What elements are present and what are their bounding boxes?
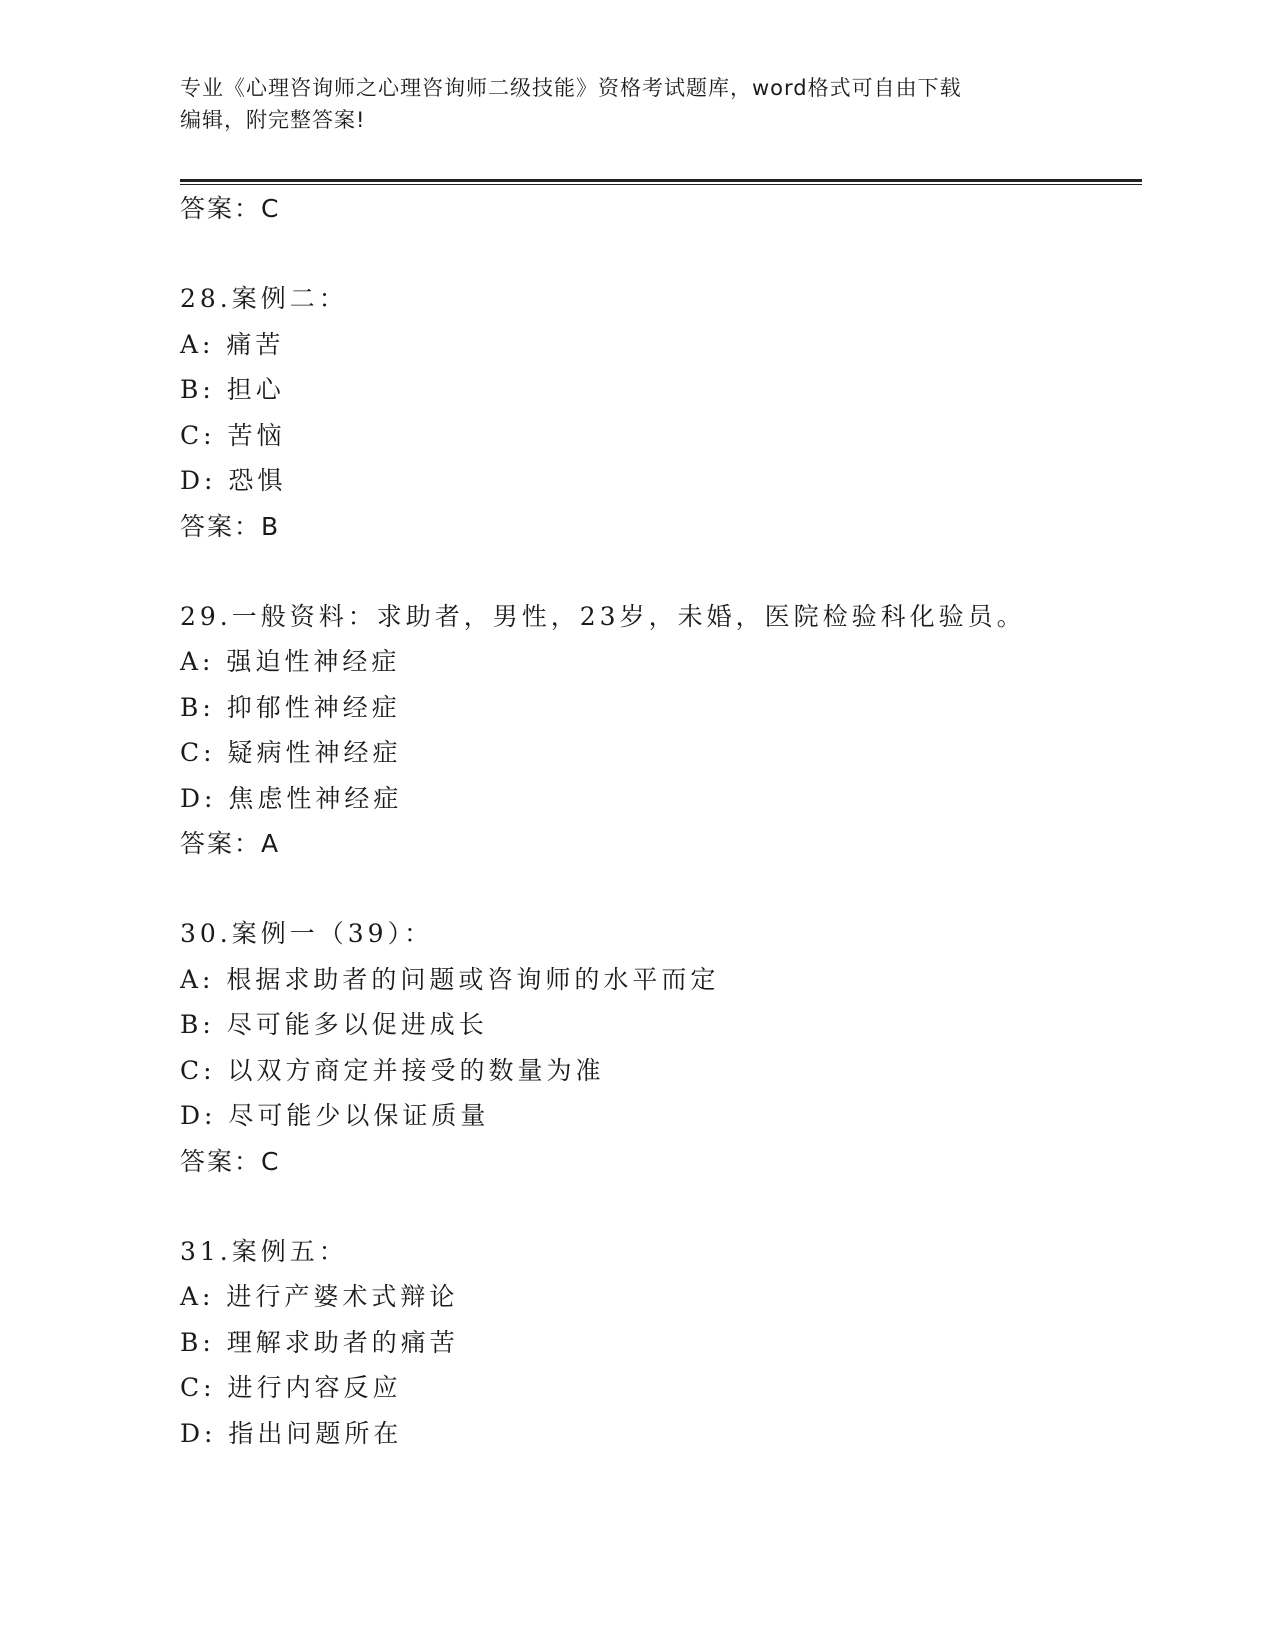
question-block bbox=[180, 276, 1140, 550]
option-c: C: 以双方商定并接受的数量为准 bbox=[180, 1055, 605, 1085]
option-b: B: 抑郁性神经症 bbox=[180, 692, 401, 722]
option-d: D: 恐惧 bbox=[180, 466, 287, 495]
option-b: B: 担心 bbox=[180, 375, 285, 404]
question-block bbox=[180, 911, 1140, 1185]
option-d: D: 尽可能少以保证质量 bbox=[180, 1101, 490, 1130]
option-a: A: 根据求助者的问题或咨询师的水平而定 bbox=[180, 964, 720, 994]
question-title: 31.案例五： bbox=[180, 1236, 348, 1266]
header-rule-thin bbox=[180, 184, 1142, 185]
answer-line: 答案：C bbox=[180, 1146, 281, 1176]
option-c: C: 苦恼 bbox=[180, 420, 286, 450]
option-b: B: 尽可能多以促进成长 bbox=[180, 1010, 488, 1039]
answer-line: 答案：A bbox=[180, 829, 281, 858]
header-line-2: 编辑，附完整答案! bbox=[180, 108, 366, 132]
question-block bbox=[180, 594, 1140, 868]
question-list bbox=[180, 186, 1140, 1456]
option-c: C: 疑病性神经症 bbox=[180, 738, 402, 767]
option-a: A: 强迫性神经症 bbox=[180, 647, 401, 676]
option-c: C: 进行内容反应 bbox=[180, 1373, 402, 1402]
option-a: A: 进行产婆术式辩论 bbox=[180, 1282, 459, 1311]
question-block bbox=[180, 1229, 1140, 1457]
question-title: 28.案例二： bbox=[180, 284, 348, 313]
option-a: A: 痛苦 bbox=[180, 329, 285, 359]
option-d: D: 焦虑性神经症 bbox=[180, 783, 403, 813]
answer-line: 答案：B bbox=[180, 511, 281, 541]
answer-line: 答案：C bbox=[180, 194, 281, 223]
header-line-1: 专业《心理咨询师之心理咨询师二级技能》资格考试题库，word格式可自由下载 bbox=[180, 76, 962, 100]
option-d: D: 指出问题所在 bbox=[180, 1418, 403, 1448]
document-header bbox=[180, 72, 1060, 136]
header-rule-thick bbox=[180, 179, 1142, 182]
question-title: 30.案例一（39）： bbox=[180, 919, 434, 948]
option-b: B: 理解求助者的痛苦 bbox=[180, 1327, 459, 1357]
question-title: 29.一般资料：求助者，男性，23岁，未婚，医院检验科化验员。 bbox=[180, 601, 1026, 631]
